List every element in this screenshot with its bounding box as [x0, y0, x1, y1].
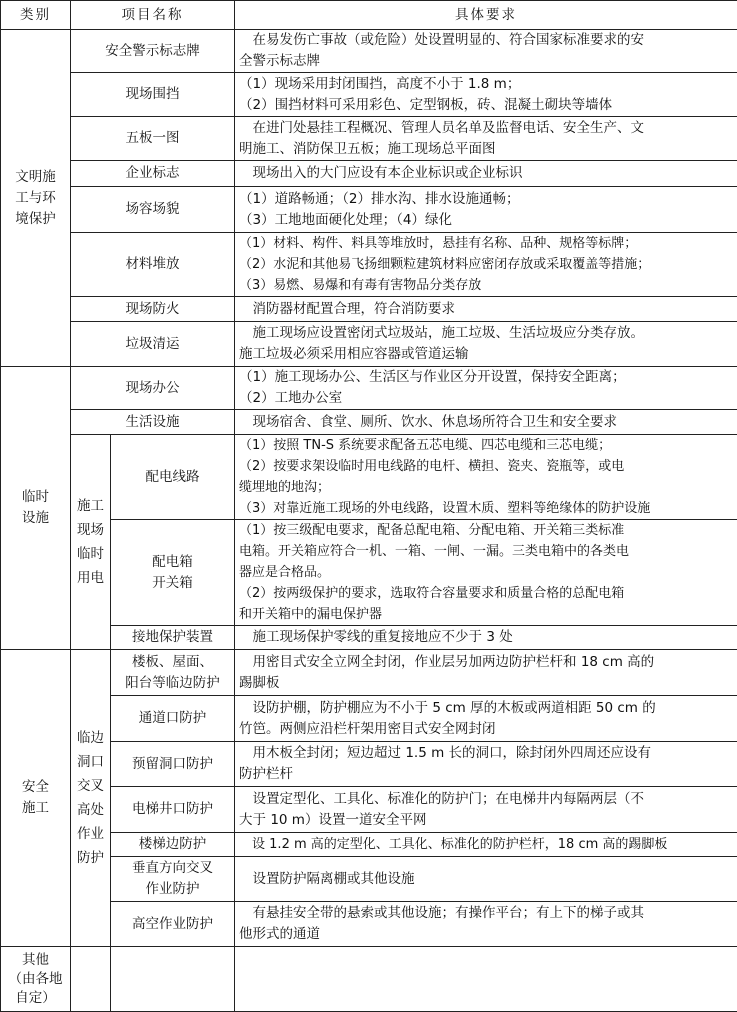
- item-name: 现场防火: [71, 297, 235, 322]
- item-requirement: 在进门处悬挂工程概况、管理人员名单及监督电话、安全生产、文 明施工、消防保卫五板；施工现场总平面图: [235, 117, 737, 161]
- item-name: 五板一图: [71, 117, 235, 161]
- item-requirement: 有悬挂安全带的悬索或其他设施；有操作平台；有上下的梯子或其 他形式的通道: [235, 902, 737, 947]
- header-requirement: 具体要求: [235, 1, 737, 30]
- item-requirement: 用木板全封闭；短边超过 1.5 m 长的洞口，除封闭外四周还应设有 防护栏杆: [235, 742, 737, 787]
- header-category: 类别: [1, 1, 71, 30]
- item-requirement: 设防护棚，防护棚应为不小于 5 cm 厚的木板或两道相距 50 cm 的 竹笆。两侧应沿栏杆架用密目式安全网封闭: [235, 696, 737, 742]
- item-name: 材料堆放: [71, 233, 235, 297]
- item-name: 生活设施: [71, 410, 235, 435]
- table-row: [1, 117, 737, 161]
- item-requirement: （1）道路畅通；（2）排水沟、排水设施通畅； （3）工地地面硬化处理；（4）绿化: [235, 187, 737, 233]
- empty-cell: [71, 947, 111, 1012]
- item-name: 垃圾清运: [71, 322, 235, 367]
- item-name: 现场围挡: [71, 73, 235, 117]
- item-requirement: 现场出入的大门应设有本企业标识或企业标识: [235, 161, 737, 187]
- table-row: [1, 947, 737, 1012]
- header-item-name: 项目名称: [71, 1, 235, 30]
- item-name: 场容场貌: [71, 187, 235, 233]
- table-row: [1, 30, 737, 73]
- item-name: 楼梯边防护: [111, 833, 235, 857]
- item-name: 高空作业防护: [111, 902, 235, 947]
- table-row: [1, 233, 737, 297]
- item-name: 现场办公: [71, 367, 235, 410]
- table-row: [1, 520, 737, 626]
- category-other: 其他 （由各地 自定）: [1, 947, 71, 1012]
- item-requirement: （1）材料、构件、料具等堆放时，悬挂有名称、品种、规格等标牌； （2）水泥和其他易飞扬细颗粒建筑材料应密闭存放或采取覆盖等措施； （3）易燃、易爆和有毒有害物品分类存放: [235, 233, 737, 297]
- table-row: [1, 650, 737, 696]
- item-requirement: 在易发伤亡事故（或危险）处设置明显的、符合国家标准要求的安 全警示标志牌: [235, 30, 737, 73]
- table-row: [1, 902, 737, 947]
- table-row: [1, 410, 737, 435]
- item-requirement: 用密目式安全立网全封闭，作业层另加两边防护栏杆和 18 cm 高的 踢脚板: [235, 650, 737, 696]
- item-requirement: 设置定型化、工具化、标准化的防护门；在电梯井内每隔两层（不 大于 10 m）设置一道安全平网: [235, 787, 737, 833]
- item-name: 企业标志: [71, 161, 235, 187]
- item-requirement: 施工现场保护零线的重复接地应不少于 3 处: [235, 626, 737, 650]
- category-civilized: 文明施 工与环 境保护: [1, 30, 71, 367]
- table-row: [1, 322, 737, 367]
- item-name: 接地保护装置: [111, 626, 235, 650]
- item-name: 配电线路: [111, 435, 235, 520]
- item-name: 电梯井口防护: [111, 787, 235, 833]
- category-temporary: 临时 设施: [1, 367, 71, 650]
- item-name: 配电箱 开关箱: [111, 520, 235, 626]
- table-row: [1, 73, 737, 117]
- table-row: [1, 435, 737, 520]
- table-row: [1, 187, 737, 233]
- item-requirement: （1）施工现场办公、生活区与作业区分开设置，保持安全距离； （2）工地办公室: [235, 367, 737, 410]
- table-row: [1, 857, 737, 902]
- table-row: [1, 787, 737, 833]
- item-requirement: 设 1.2 m 高的定型化、工具化、标准化的防护栏杆，18 cm 高的踢脚板: [235, 833, 737, 857]
- empty-cell: [235, 947, 737, 1012]
- table-row: [1, 367, 737, 410]
- item-name: 通道口防护: [111, 696, 235, 742]
- item-requirement: 消防器材配置合理，符合消防要求: [235, 297, 737, 322]
- subgroup-edge-protection: 临边 洞口 交叉 高处 作业 防护: [71, 650, 111, 947]
- item-requirement: （1）现场采用封闭围挡，高度不小于 1.8 m； （2）围挡材料可采用彩色、定型钢板，砖、混凝土砌块等墙体: [235, 73, 737, 117]
- empty-cell: [111, 947, 235, 1012]
- table-row: [1, 742, 737, 787]
- header-row: [1, 1, 737, 30]
- item-name: 预留洞口防护: [111, 742, 235, 787]
- table-row: [1, 161, 737, 187]
- category-safety: 安全 施工: [1, 650, 71, 947]
- table-row: [1, 297, 737, 322]
- table-row: [1, 833, 737, 857]
- table-row: [1, 626, 737, 650]
- item-requirement: 现场宿舍、食堂、厕所、饮水、休息场所符合卫生和安全要求: [235, 410, 737, 435]
- item-name: 楼板、屋面、 阳台等临边防护: [111, 650, 235, 696]
- item-name: 垂直方向交叉 作业防护: [111, 857, 235, 902]
- subgroup-temporary-electricity: 施工 现场 临时 用电: [71, 435, 111, 650]
- item-requirement: 设置防护隔离棚或其他设施: [235, 857, 737, 902]
- item-requirement: 施工现场应设置密闭式垃圾站，施工垃圾、生活垃圾应分类存放。 施工垃圾必须采用相应容器或管道运输: [235, 322, 737, 367]
- table-row: [1, 696, 737, 742]
- item-requirement: （1）按照 TN-S 系统要求配备五芯电缆、四芯电缆和三芯电缆； （2）按要求架设临时用电线路的电杆、横担、瓷夹、瓷瓶等，或电 缆埋地的地沟； （3）对靠近施工现场的外电线路，设置木质、塑料等绝缘体的防护设施: [235, 435, 737, 520]
- item-name: 安全警示标志牌: [71, 30, 235, 73]
- item-requirement: （1）按三级配电要求，配备总配电箱、分配电箱、开关箱三类标准 电箱。开关箱应符合一机、一箱、一闸、一漏。三类电箱中的各类电 器应是合格品。 （2）按两级保护的要求，选取符合容量要求和质量合格的总配电箱 和开关箱中的漏电保护器: [235, 520, 737, 626]
